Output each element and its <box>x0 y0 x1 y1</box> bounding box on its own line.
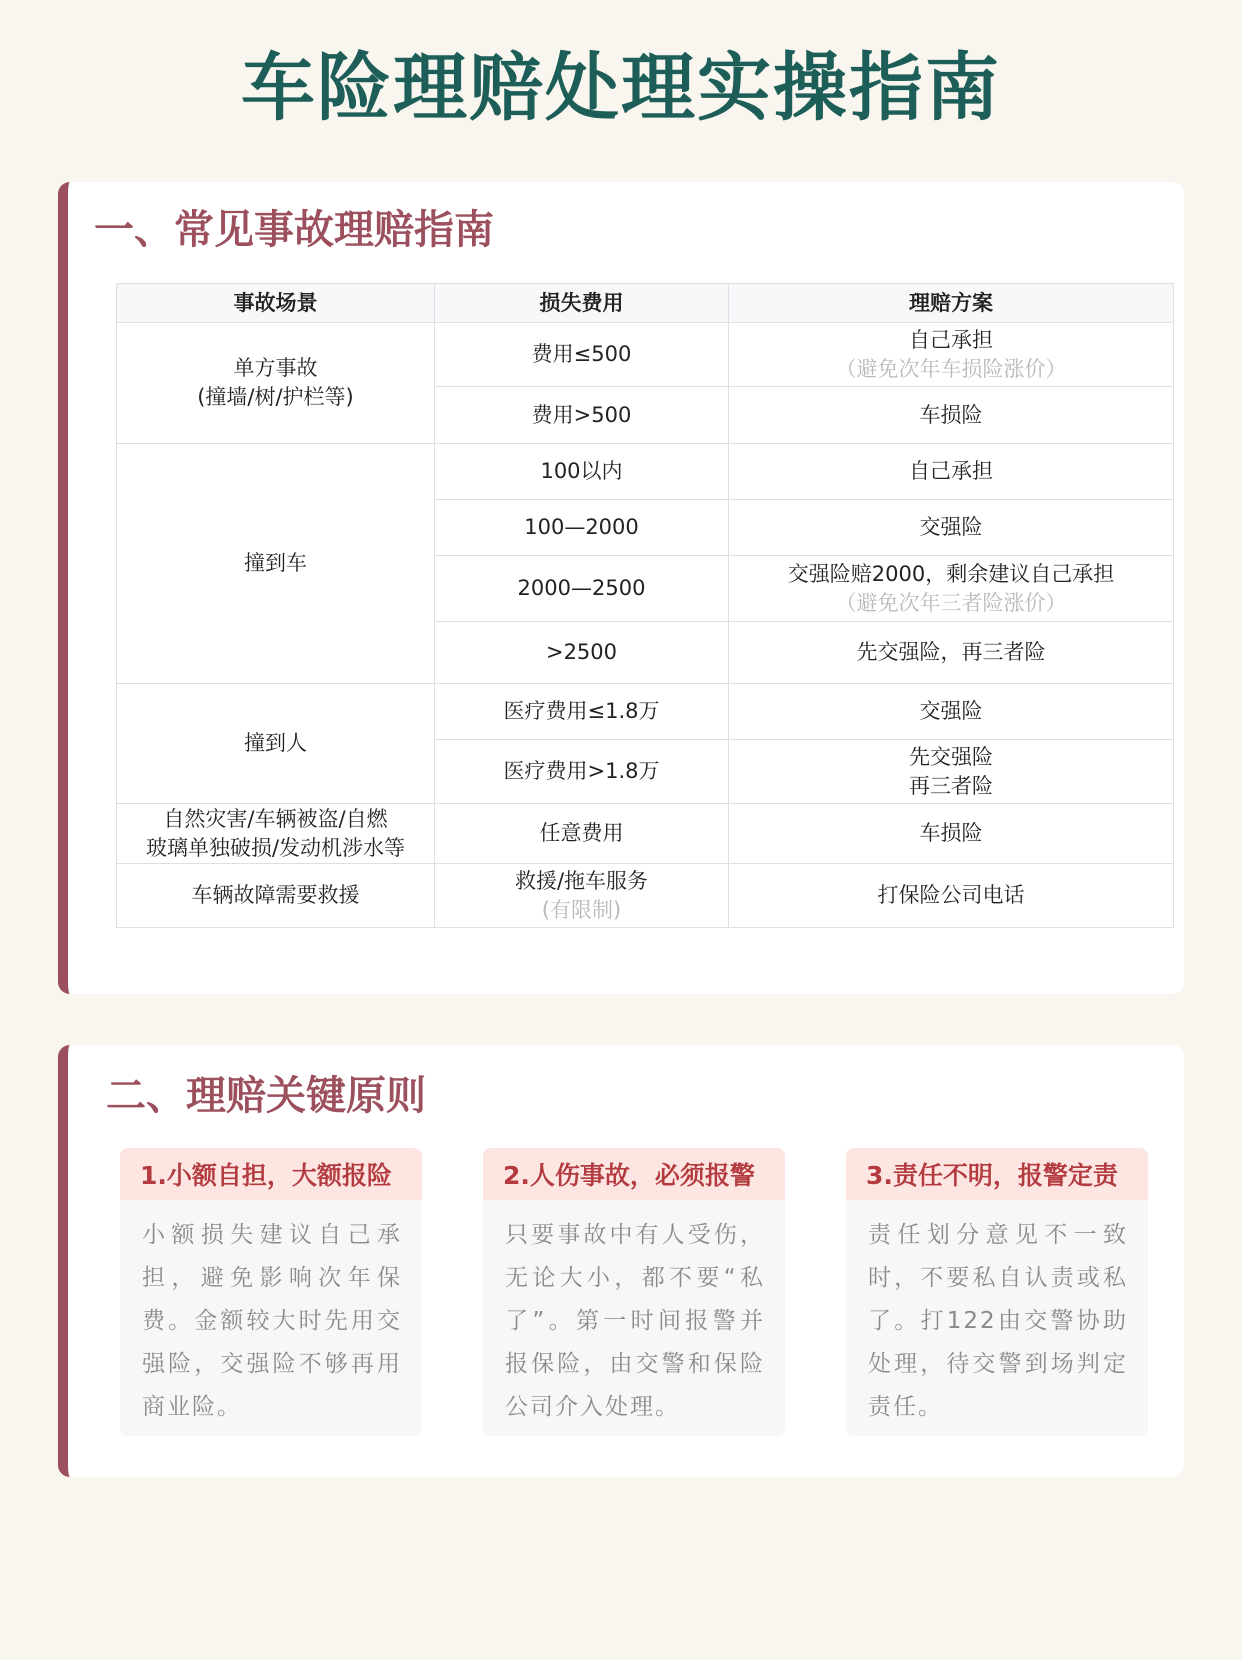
scene-text: 单方事故 <box>233 356 318 380</box>
scene-text: 自然灾害/车辆被盗/自燃 <box>163 806 388 831</box>
principle-title: 3.责任不明，报警定责 <box>846 1148 1148 1200</box>
table-row <box>117 323 1174 387</box>
cost-cell: 100—2000 <box>435 500 729 556</box>
page-title: 车险理赔处理实操指南 <box>241 45 1001 131</box>
principle-title: 2.人伤事故，必须报警 <box>483 1148 785 1200</box>
principle-title: 1.小额自担，大额报险 <box>120 1148 422 1200</box>
scene-subtext: (撞墙/树/护栏等) <box>197 385 354 409</box>
plan-cell <box>729 323 1174 387</box>
table-row <box>117 444 1174 500</box>
plan-cell: 车损险 <box>729 804 1174 864</box>
cost-text: 救援/拖车服务 <box>514 868 649 893</box>
plan-cell <box>729 556 1174 622</box>
plan-cell: 先交强险，再三者险 <box>729 622 1174 684</box>
table-row <box>117 864 1174 928</box>
cost-cell: >2500 <box>435 622 729 684</box>
table-row <box>117 804 1174 864</box>
plan-text: 先交强险 <box>909 744 993 769</box>
cost-cell: 100以内 <box>435 444 729 500</box>
cost-cell: 费用>500 <box>435 387 729 444</box>
column-header-cost: 损失费用 <box>435 284 729 323</box>
cost-cell: 医疗费用>1.8万 <box>435 740 729 804</box>
plan-cell: 车损险 <box>729 387 1174 444</box>
principle-card <box>846 1148 1148 1436</box>
principle-body: 小额损失建议自己承担，避免影响次年保费。金额较大时先用交强险，交强险不够再用商业险。 <box>142 1222 402 1420</box>
claims-table <box>116 283 1174 928</box>
table-header-row <box>117 284 1174 323</box>
scene-cell: 车辆故障需要救援 <box>117 864 435 928</box>
cost-cell: 2000—2500 <box>435 556 729 622</box>
plan-note: （避免次年车损险涨价） <box>835 356 1067 381</box>
accident-guide-section <box>58 182 1184 994</box>
plan-text: 自己承担 <box>909 327 993 352</box>
plan-cell: 交强险 <box>729 684 1174 740</box>
plan-cell: 交强险 <box>729 500 1174 556</box>
column-header-plan: 理赔方案 <box>729 284 1174 323</box>
key-principles-section <box>58 1045 1184 1477</box>
table-row <box>117 684 1174 740</box>
scene-cell: 撞到人 <box>117 684 435 804</box>
cost-cell <box>435 864 729 928</box>
plan-cell: 打保险公司电话 <box>729 864 1174 928</box>
scene-cell <box>117 804 435 864</box>
cost-note: (有限制) <box>541 897 622 922</box>
principle-body: 只要事故中有人受伤，无论大小，都不要“私了”。第一时间报警并报保险，由交警和保险公司介入处理。 <box>505 1222 765 1420</box>
cost-cell: 医疗费用≤1.8万 <box>435 684 729 740</box>
principle-card <box>483 1148 785 1436</box>
cost-cell: 任意费用 <box>435 804 729 864</box>
scene-text: 玻璃单独破损/发动机涉水等 <box>145 835 406 860</box>
cost-cell: 费用≤500 <box>435 323 729 387</box>
principle-card <box>120 1148 422 1436</box>
scene-cell <box>117 323 435 444</box>
plan-cell <box>729 740 1174 804</box>
plan-cell: 自己承担 <box>729 444 1174 500</box>
plan-text: 交强险赔2000，剩余建议自己承担 <box>787 561 1115 586</box>
plan-note: （避免次年三者险涨价） <box>835 590 1067 615</box>
column-header-scene: 事故场景 <box>117 284 435 323</box>
section-heading: 二、理赔关键原则 <box>106 1073 426 1119</box>
plan-text: 再三者险 <box>909 773 993 798</box>
scene-cell: 撞到车 <box>117 444 435 684</box>
section-heading: 一、常见事故理赔指南 <box>94 207 494 253</box>
principle-body: 责任划分意见不一致时，不要私自认责或私了。打122由交警协助处理，待交警到场判定责任。 <box>868 1222 1128 1420</box>
